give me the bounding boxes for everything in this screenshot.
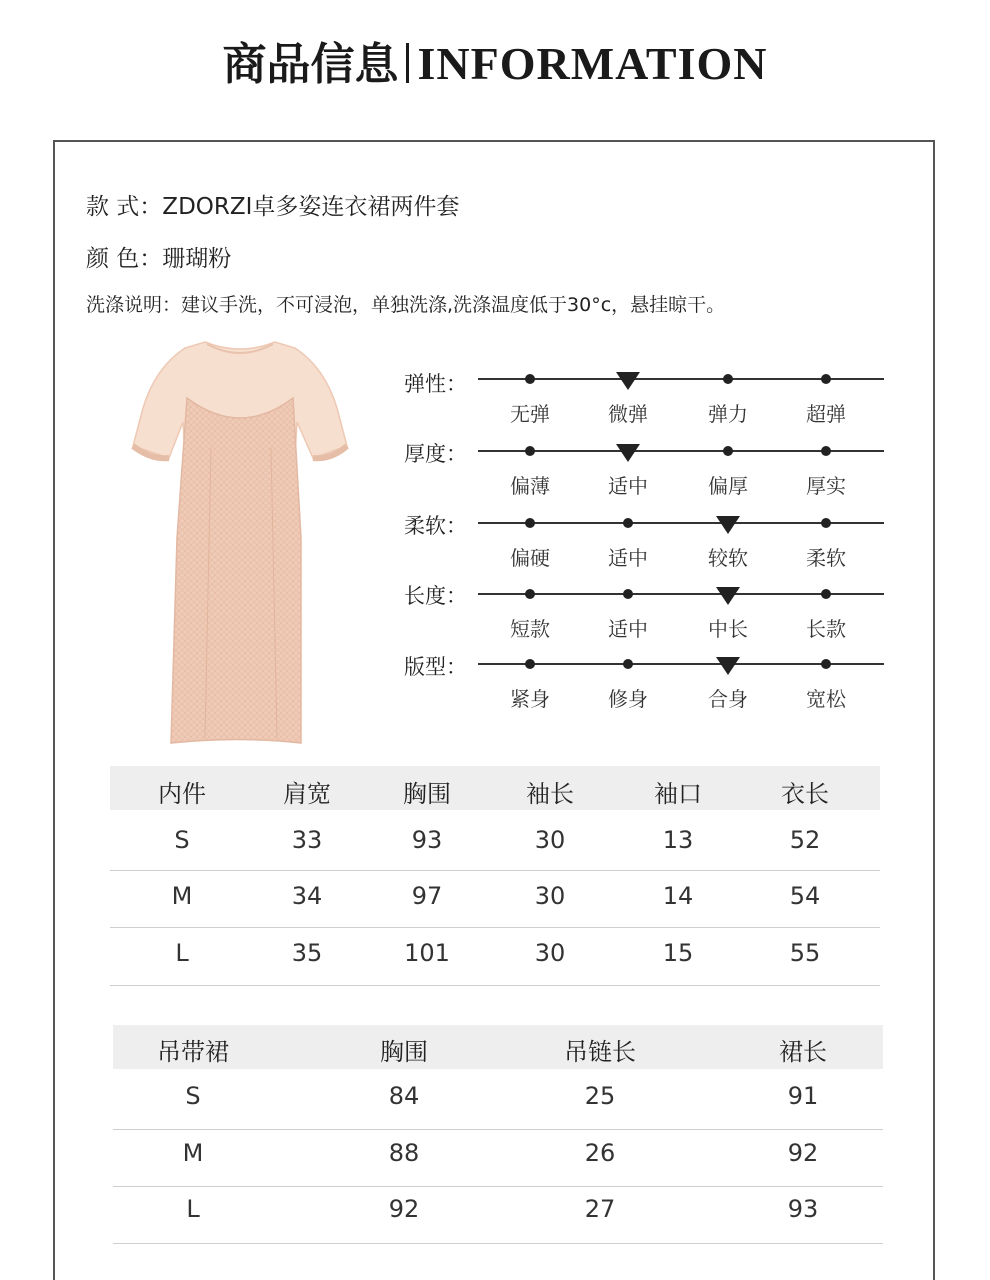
scale-dot <box>723 374 733 384</box>
scale-option-label: 长款 <box>806 617 846 641</box>
table-header-cell: 裙长 <box>779 1038 827 1066</box>
title-en: INFORMATION <box>417 38 768 89</box>
scale-option-label: 微弹 <box>608 402 648 426</box>
table-cell: M <box>171 882 193 910</box>
table-cell: 93 <box>411 826 443 854</box>
table-cell: 88 <box>388 1139 420 1167</box>
title-divider <box>406 43 409 83</box>
table-header-cell: 吊带裙 <box>157 1038 229 1066</box>
table-cell: 15 <box>662 939 694 967</box>
scale-dot <box>525 374 535 384</box>
table-cell: 35 <box>291 939 323 967</box>
table-row-divider <box>113 1129 883 1130</box>
table-cell: 27 <box>584 1195 616 1223</box>
style-line: 款 式：ZDORZI卓多姿连衣裙两件套 <box>86 194 460 220</box>
table-cell: 30 <box>534 882 566 910</box>
scale-option-label: 合身 <box>708 687 748 711</box>
scale-option-label: 宽松 <box>806 687 846 711</box>
scale-dot <box>723 446 733 456</box>
table-cell: 34 <box>291 882 323 910</box>
scale-option-label: 弹力 <box>708 402 748 426</box>
table-cell: 33 <box>291 826 323 854</box>
scale-dot <box>525 518 535 528</box>
scale-dot <box>623 518 633 528</box>
scale-selected-marker <box>616 372 640 390</box>
table-cell: 52 <box>789 826 821 854</box>
table-header-cell: 衣长 <box>781 780 829 808</box>
table-row-divider <box>113 1186 883 1187</box>
table-cell: 101 <box>404 939 450 967</box>
scale-dot <box>623 659 633 669</box>
table-header-cell: 胸围 <box>380 1038 428 1066</box>
scale-option-label: 较软 <box>708 546 748 570</box>
scale-option-label: 中长 <box>708 617 748 641</box>
table-cell: 26 <box>584 1139 616 1167</box>
scale-label-softness: 柔软： <box>404 514 467 538</box>
scale-option-label: 短款 <box>510 617 550 641</box>
scale-dot <box>821 446 831 456</box>
table-cell: S <box>185 1082 201 1110</box>
scale-dot <box>525 589 535 599</box>
scale-option-label: 厚实 <box>806 474 846 498</box>
table-header-cell: 吊链长 <box>564 1038 636 1066</box>
table-row-divider <box>110 927 880 928</box>
color-line: 颜 色：珊瑚粉 <box>86 246 232 272</box>
table-row-divider <box>110 870 880 871</box>
table-cell: S <box>174 826 190 854</box>
scale-label-thickness: 厚度： <box>404 442 467 466</box>
table-cell: 84 <box>388 1082 420 1110</box>
table-cell: 30 <box>534 826 566 854</box>
title-cn: 商品信息 <box>222 39 399 90</box>
table-cell: 25 <box>584 1082 616 1110</box>
wash-line: 洗涤说明：建议手洗，不可浸泡，单独洗涤,洗涤温度低于30°c，悬挂晾干。 <box>86 294 726 316</box>
table-cell: 92 <box>787 1139 819 1167</box>
scale-selected-marker <box>716 516 740 534</box>
dress-image <box>125 338 355 748</box>
scale-selected-marker <box>716 657 740 675</box>
table-cell: M <box>182 1139 204 1167</box>
scale-option-label: 紧身 <box>510 687 550 711</box>
scale-option-label: 偏厚 <box>708 474 748 498</box>
table-cell: 97 <box>411 882 443 910</box>
scale-option-label: 适中 <box>608 474 648 498</box>
scale-selected-marker <box>616 444 640 462</box>
dress-slip <box>171 398 301 743</box>
table-cell: 14 <box>662 882 694 910</box>
scale-option-label: 修身 <box>608 687 648 711</box>
table-cell: 30 <box>534 939 566 967</box>
table-cell: 13 <box>662 826 694 854</box>
scale-label-elasticity: 弹性： <box>404 372 467 396</box>
scale-dot <box>821 374 831 384</box>
scale-option-label: 超弹 <box>806 402 846 426</box>
scale-option-label: 偏硬 <box>510 546 550 570</box>
scale-option-label: 柔软 <box>806 546 846 570</box>
table-cell: 55 <box>789 939 821 967</box>
scale-dot <box>821 518 831 528</box>
table-row-divider <box>113 1243 883 1244</box>
scale-label-fit: 版型： <box>404 655 467 679</box>
scale-option-label: 偏薄 <box>510 474 550 498</box>
scale-dot <box>623 589 633 599</box>
table-header-cell: 袖长 <box>526 780 574 808</box>
scale-label-length: 长度： <box>404 584 467 608</box>
table-header-cell: 胸围 <box>403 780 451 808</box>
scale-dot <box>821 589 831 599</box>
scale-dot <box>525 659 535 669</box>
scale-option-label: 适中 <box>608 546 648 570</box>
table-cell: L <box>186 1195 200 1223</box>
scale-selected-marker <box>716 587 740 605</box>
table-header-cell: 内件 <box>158 780 206 808</box>
table-cell: L <box>175 939 189 967</box>
table-cell: 91 <box>787 1082 819 1110</box>
scale-dot <box>525 446 535 456</box>
scale-option-label: 无弹 <box>510 402 550 426</box>
table-cell: 54 <box>789 882 821 910</box>
scale-option-label: 适中 <box>608 617 648 641</box>
table-row-divider <box>110 985 880 986</box>
table-header-cell: 肩宽 <box>283 780 331 808</box>
table-cell: 92 <box>388 1195 420 1223</box>
table-cell: 93 <box>787 1195 819 1223</box>
scale-dot <box>821 659 831 669</box>
page-title <box>0 28 990 92</box>
table-header-cell: 袖口 <box>654 780 702 808</box>
